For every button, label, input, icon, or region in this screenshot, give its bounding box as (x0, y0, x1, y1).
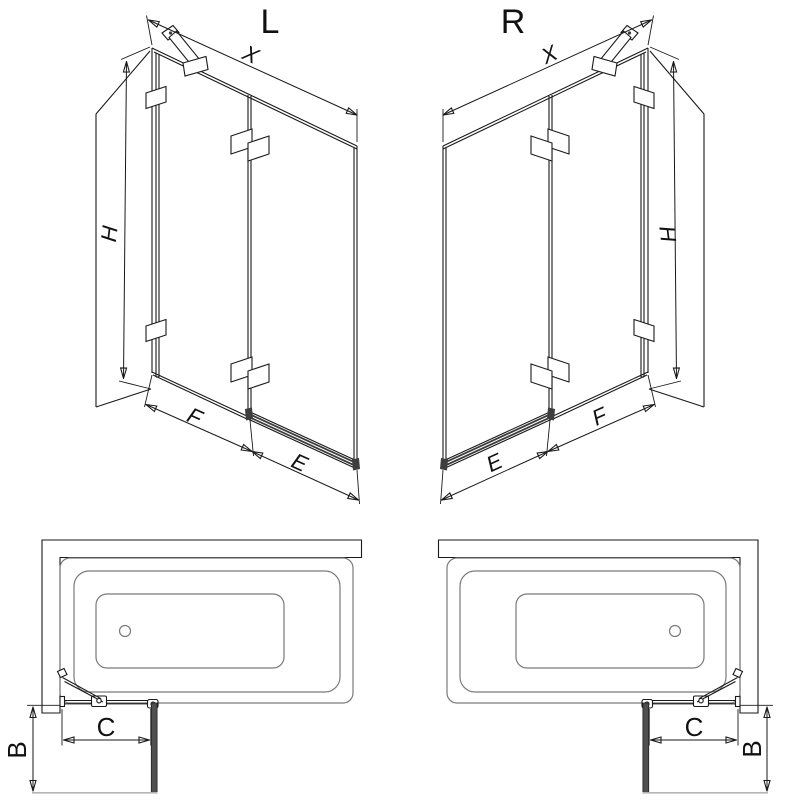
hinge-top (231, 129, 269, 161)
dim-label-c-left: C (96, 712, 116, 742)
dimension-b (27, 705, 158, 793)
dim-label-e-left: E (287, 448, 312, 477)
variant-label-left: L (260, 3, 280, 41)
dim-label-h-left: H (95, 224, 123, 244)
dim-label-x-left: X (238, 40, 263, 69)
dim-label-b-right: B (736, 740, 767, 758)
right-plan-view (447, 558, 773, 793)
support-arm (162, 26, 208, 77)
bathtub (60, 558, 353, 703)
drain (120, 626, 131, 637)
door-panel-open (151, 703, 157, 793)
right-plan-wall-hatch (439, 540, 759, 713)
glass-panels (152, 48, 357, 466)
dim-label-h-right: H (654, 224, 682, 244)
dimension-f-e (145, 375, 360, 504)
left-plan-wall-hatch (42, 540, 362, 713)
dim-label-f-left: F (183, 402, 206, 431)
dim-label-x-right: X (537, 40, 562, 69)
wall-bracket-bottom (146, 320, 166, 342)
hinge-bottom (231, 357, 269, 389)
right-3d-view (440, 16, 704, 505)
dim-label-b-left: B (1, 741, 32, 759)
dim-label-f-right: F (588, 402, 611, 431)
left-plan-view (27, 558, 353, 793)
wall-profile (146, 53, 166, 377)
left-3d-view (96, 16, 360, 505)
fixed-panel-plan (60, 696, 150, 707)
dim-label-c-right: C (684, 712, 704, 742)
variant-label-right: R (500, 3, 526, 41)
wall-bracket-top (146, 87, 166, 109)
dim-label-e-right: E (482, 448, 507, 477)
